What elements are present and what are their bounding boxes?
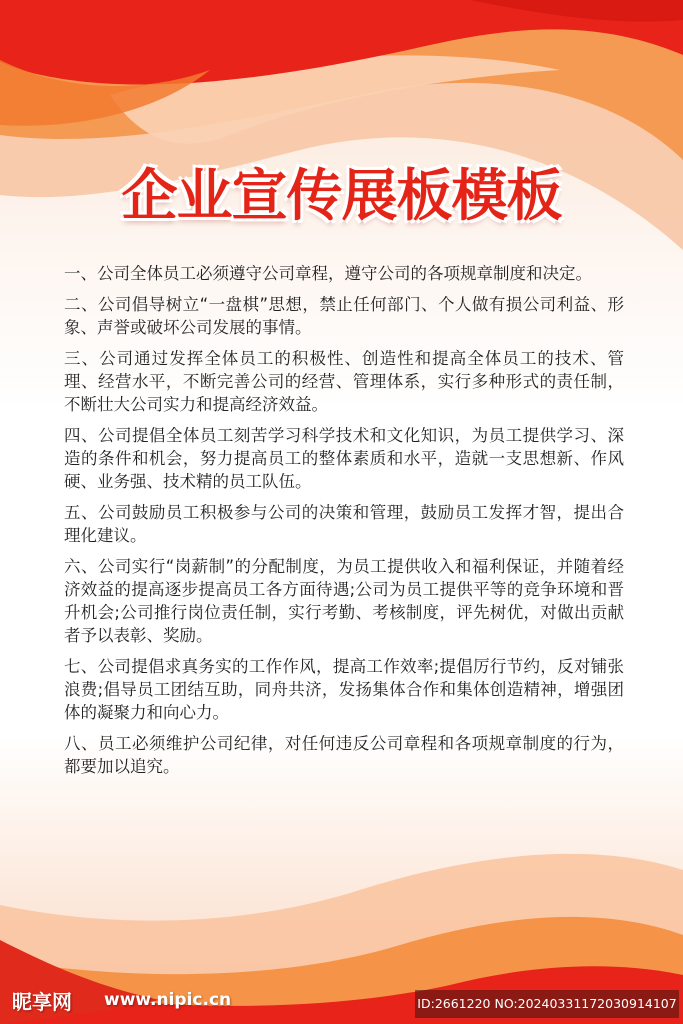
regulation-item-8: 八、员工必须维护公司纪律，对任何违反公司章程和各项规章制度的行为，都要加以追究。 [64, 734, 624, 776]
watermark-id-badge: ID:2661220 NO:20240331172030914107 [415, 990, 679, 1018]
regulations-list [64, 262, 624, 786]
regulation-item-4: 四、公司提倡全体员工刻苦学习科学技术和文化知识，为员工提供学习、深造的条件和机会，努力提高员工的整体素质和水平，造就一支思想新、作风硬、业务强、技术精的员工队伍。 [64, 426, 624, 491]
watermark-url: www.nipic.cn [104, 990, 232, 1010]
regulation-item-2: 二、公司倡导树立“一盘棋”思想，禁止任何部门、个人做有损公司利益、形象、声誉或破坏公司发展的事情。 [64, 295, 624, 337]
regulation-item-3: 三、公司通过发挥全体员工的积极性、创造性和提高全体员工的技术、管理、经营水平，不断完善公司的经营、管理体系，实行多种形式的责任制，不断壮大公司实力和提高经济效益。 [64, 349, 624, 414]
regulation-item-6: 六、公司实行“岗薪制”的分配制度，为员工提供收入和福利保证，并随着经济效益的提高逐步提高员工各方面待遇;公司为员工提供平等的竞争环境和晋升机会;公司推行岗位责任制，实行考勤、考核制度，评先树优，对做出贡献者予以表彰、奖励。 [64, 557, 624, 645]
poster-title: 企业宣传展板模板 [121, 164, 562, 229]
watermark-logo: 昵享网 [12, 990, 72, 1014]
regulation-item-7: 七、公司提倡求真务实的工作作风，提高工作效率;提倡厉行节约，反对铺张浪费;倡导员工团结互助，同舟共济，发扬集体合作和集体创造精神，增强团体的凝聚力和向心力。 [64, 657, 624, 722]
regulation-item-5: 五、公司鼓励员工积极参与公司的决策和管理，鼓励员工发挥才智，提出合理化建议。 [64, 503, 624, 545]
regulation-item-1: 一、公司全体员工必须遵守公司章程，遵守公司的各项规章制度和决定。 [64, 264, 592, 283]
